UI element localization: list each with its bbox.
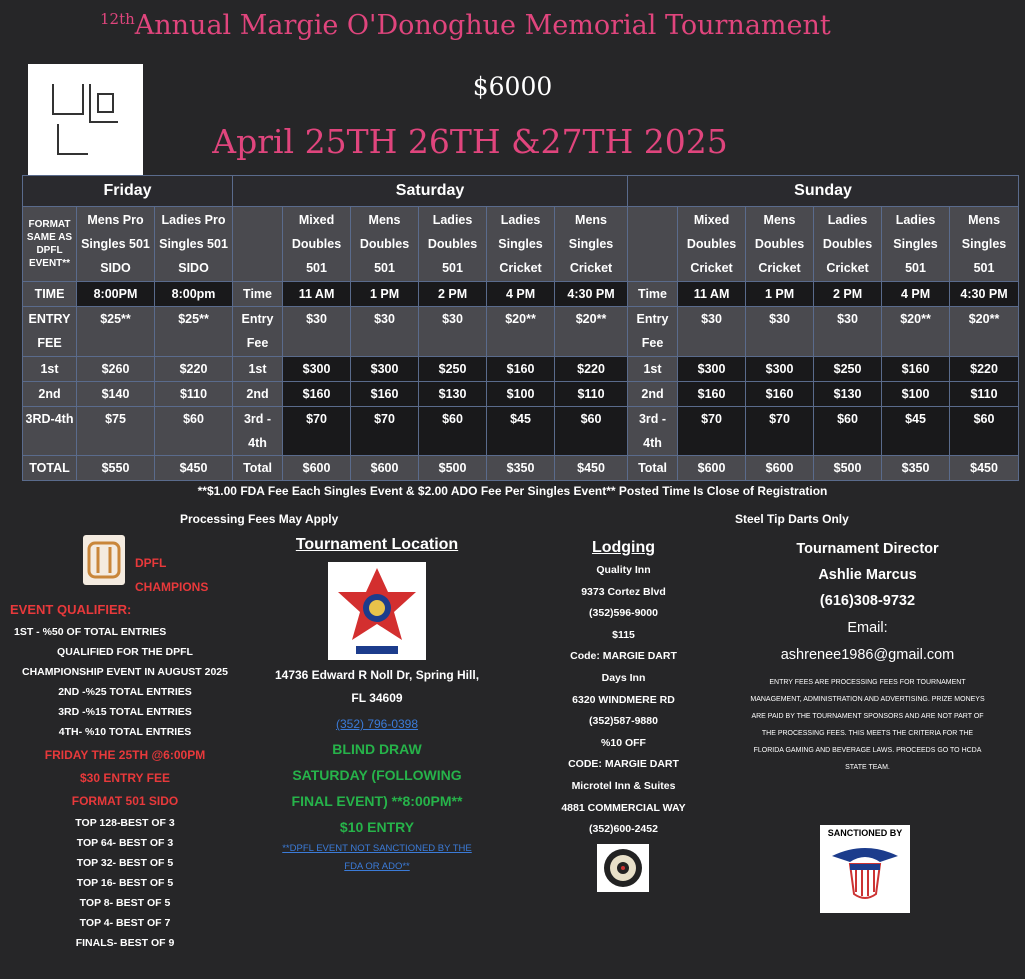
table-cell: $140 (77, 382, 155, 407)
day-friday: Friday (23, 176, 233, 207)
table-cell: 2 PM (814, 282, 882, 307)
table-cell: $30 (746, 307, 814, 357)
table-cell: $550 (77, 456, 155, 481)
table-cell: $300 (351, 357, 419, 382)
event-name: Mixed Doubles 501 (283, 207, 351, 282)
title-text: Annual Margie O'Donoghue Memorial Tournament (134, 10, 831, 41)
table-cell: $600 (746, 456, 814, 481)
steel-tip-note: Steel Tip Darts Only (735, 512, 849, 526)
table-cell: $300 (746, 357, 814, 382)
table-cell: $20** (950, 307, 1019, 357)
row-label: 1st (23, 357, 77, 382)
table-cell: $160 (283, 382, 351, 407)
list-item: TOP 64- BEST OF 3 (76, 837, 174, 849)
table-cell: $25** (77, 307, 155, 357)
list-item: CODE: MARGIE DART (568, 758, 679, 771)
row-label: 2nd (23, 382, 77, 407)
row-label: ENTRY FEE (23, 307, 77, 357)
table-cell: 4:30 PM (950, 282, 1019, 307)
champions-label: CHAMPIONS (135, 580, 209, 594)
table-row (23, 407, 1019, 456)
list-item: Quality Inn (596, 564, 651, 576)
table-cell: $30 (678, 307, 746, 357)
table-row (23, 382, 1019, 407)
row-label: Entry Fee (233, 307, 283, 357)
table-cell: $70 (283, 407, 351, 456)
table-cell: $220 (950, 357, 1019, 382)
list-item: TOP 4- BEST OF 7 (79, 917, 171, 929)
row-label: Time (233, 282, 283, 307)
table-row (23, 307, 1019, 357)
schedule-table (22, 175, 1019, 481)
event-name: Mens Singles 501 (950, 207, 1019, 282)
list-item: TOP 128-BEST OF 3 (75, 817, 175, 829)
table-cell: $60 (419, 407, 487, 456)
table-cell: $160 (487, 357, 555, 382)
table-cell: $70 (746, 407, 814, 456)
qualifier-entry-fee: $30 ENTRY FEE (79, 771, 171, 785)
row-label: 1st (233, 357, 283, 382)
table-cell: $100 (882, 382, 950, 407)
list-item: Microtel Inn & Suites (571, 779, 676, 792)
list-item: TOP 8- BEST OF 5 (79, 897, 171, 909)
table-cell: 4 PM (882, 282, 950, 307)
list-item: QUALIFIED FOR THE DPFL (57, 646, 193, 658)
table-cell: 1 PM (351, 282, 419, 307)
table-cell: $20** (487, 307, 555, 357)
table-cell: $600 (351, 456, 419, 481)
table-row (23, 456, 1019, 481)
row-label: 1st (628, 357, 678, 382)
director-email[interactable]: ashrenee1986@gmail.com (780, 647, 955, 663)
table-cell: $45 (487, 407, 555, 456)
table-cell: $260 (77, 357, 155, 382)
event-name: Ladies Singles 501 (882, 207, 950, 282)
table-cell: $450 (555, 456, 628, 481)
venue-address: 14736 Edward R Noll Dr, Spring Hill, FL 34609 (274, 668, 480, 705)
row-label: 3rd - 4th (628, 407, 678, 456)
prize-total: $6000 (472, 72, 553, 101)
table-row (23, 207, 1019, 282)
table-cell: $250 (419, 357, 487, 382)
list-item: Days Inn (601, 671, 646, 684)
page-title (100, 10, 831, 41)
table-cell: $130 (814, 382, 882, 407)
list-item: %10 OFF (601, 736, 646, 749)
table-cell: $500 (814, 456, 882, 481)
table-cell: $350 (882, 456, 950, 481)
table-cell: $160 (678, 382, 746, 407)
table-cell: $350 (487, 456, 555, 481)
table-cell: $110 (950, 382, 1019, 407)
table-cell: $60 (155, 407, 233, 456)
friday-qualifier-time: FRIDAY THE 25TH @6:00PM (44, 748, 206, 762)
table-cell: 1 PM (746, 282, 814, 307)
day-saturday: Saturday (233, 176, 628, 207)
list-item: 2ND -%25 TOTAL ENTRIES (58, 686, 192, 698)
list-item: CHAMPIONSHIP EVENT IN AUGUST 2025 (22, 666, 228, 678)
row-label: Time (628, 282, 678, 307)
table-cell: $300 (283, 357, 351, 382)
table-cell: $500 (419, 456, 487, 481)
location-details (258, 664, 496, 876)
tournament-dates: April 25TH 26TH &27TH 2025 (212, 122, 728, 161)
row-label: TOTAL (23, 456, 77, 481)
list-item: (352)587-9880 (589, 715, 658, 728)
event-name: Ladies Pro Singles 501 SIDO (155, 207, 233, 282)
table-cell: $300 (678, 357, 746, 382)
table-cell: $20** (882, 307, 950, 357)
list-item: 4TH- %10 TOTAL ENTRIES (58, 726, 192, 738)
qualifier-format: FORMAT 501 SIDO (71, 794, 179, 808)
table-cell: $160 (746, 382, 814, 407)
venue-phone-link[interactable]: (352) 796-0398 (335, 717, 419, 731)
table-cell: $600 (283, 456, 351, 481)
row-label: 3RD-4th (23, 407, 77, 456)
list-item: 9373 Cortez Blvd (581, 585, 666, 598)
table-cell: $110 (155, 382, 233, 407)
dartboard-logo-icon (597, 844, 649, 892)
table-cell: $75 (77, 407, 155, 456)
club-logo-icon (28, 64, 143, 179)
table-cell: $450 (950, 456, 1019, 481)
row-label: 2nd (233, 382, 283, 407)
sanction-note-link[interactable]: **DPFL EVENT NOT SANCTIONED BY THE FDA OR ADO** (282, 843, 472, 872)
director-name: Ashlie Marcus (818, 567, 917, 583)
table-cell: $30 (419, 307, 487, 357)
qualifier-heading: EVENT QUALIFIER: (10, 602, 132, 617)
row-label: 3rd - 4th (233, 407, 283, 456)
spacer-cell (628, 207, 678, 282)
event-name: Mens Singles Cricket (555, 207, 628, 282)
table-cell: $110 (555, 382, 628, 407)
list-item: 6320 WINDMERE RD (572, 693, 675, 706)
row-label: TIME (23, 282, 77, 307)
fee-disclaimer: ENTRY FEES ARE PROCESSING FEES FOR TOURNAMENT MANAGEMENT, ADMINISTRATION AND ADVERTISING. PRIZE MONEYS ARE PAID BY THE TOURNAMENT SPONSORS AND ARE NOT PART OF THE PROCESSING FEES. THIS MEETS THE CRITERIA FOR THE FLORIDA GAMING AND BEVERAGE LAWS. PROCEEDS GO TO HCDA STATE TEAM. (750, 679, 985, 771)
event-name: Mens Pro Singles 501 SIDO (77, 207, 155, 282)
vfw-logo-icon (328, 562, 426, 660)
processing-note: Processing Fees May Apply (180, 512, 339, 526)
list-item: (352)596-9000 (589, 607, 658, 620)
table-cell: $100 (487, 382, 555, 407)
title-prefix: 12th (100, 10, 135, 28)
row-label: 2nd (628, 382, 678, 407)
eagle-shield-icon (820, 838, 910, 908)
list-item: 1ST - %50 OF TOTAL ENTRIES (14, 626, 167, 638)
day-sunday: Sunday (628, 176, 1019, 207)
list-item: TOP 16- BEST OF 5 (76, 877, 174, 889)
table-cell: 4 PM (487, 282, 555, 307)
table-row (23, 357, 1019, 382)
table-cell: 8:00PM (77, 282, 155, 307)
location-heading: Tournament Location (295, 536, 459, 553)
lodging-heading: Lodging (591, 539, 656, 556)
blind-draw-entry: $10 ENTRY (339, 819, 415, 835)
table-cell: $220 (555, 357, 628, 382)
director-heading: Tournament Director (796, 541, 939, 557)
table-cell: $30 (283, 307, 351, 357)
table-cell: 11 AM (283, 282, 351, 307)
event-name: Mens Doubles 501 (351, 207, 419, 282)
fee-note: **$1.00 FDA Fee Each Singles Event & $2.00 ADO Fee Per Singles Event** Posted Time Is Close of Registration (197, 484, 828, 498)
table-cell: $45 (882, 407, 950, 456)
table-cell: $30 (814, 307, 882, 357)
list-item: TOP 32- BEST OF 5 (76, 857, 174, 869)
table-cell: $60 (950, 407, 1019, 456)
sanctioned-label: SANCTIONED BY (827, 828, 903, 838)
event-name: Ladies Doubles Cricket (814, 207, 882, 282)
list-item: FINALS- BEST OF 9 (75, 937, 175, 949)
table-cell: $160 (882, 357, 950, 382)
spacer-cell (233, 207, 283, 282)
director-section (745, 536, 990, 776)
blind-draw-time: SATURDAY (FOLLOWING FINAL EVENT) **8:00PM** (291, 767, 463, 809)
sanctioned-badge (820, 825, 910, 913)
table-cell: 11 AM (678, 282, 746, 307)
table-cell: $25** (155, 307, 233, 357)
dpfl-label: DPFL (135, 556, 167, 570)
location-section (258, 536, 496, 554)
dpfl-logo-icon (83, 535, 125, 585)
qualifier-list (0, 622, 250, 953)
table-cell: $130 (419, 382, 487, 407)
table-cell: 2 PM (419, 282, 487, 307)
event-name: Ladies Singles Cricket (487, 207, 555, 282)
list-item: $115 (612, 628, 635, 641)
table-cell: $250 (814, 357, 882, 382)
row-label: Entry Fee (628, 307, 678, 357)
table-cell: $70 (351, 407, 419, 456)
blind-draw-label: BLIND DRAW (332, 741, 422, 757)
row-label: Total (628, 456, 678, 481)
table-cell: $70 (678, 407, 746, 456)
event-name: Ladies Doubles 501 (419, 207, 487, 282)
event-name: Mens Doubles Cricket (746, 207, 814, 282)
format-label: FORMAT SAME AS DPFL EVENT** (23, 207, 77, 282)
email-label: Email: (847, 620, 888, 636)
table-cell: 8:00pm (155, 282, 233, 307)
list-item: 4881 COMMERCIAL WAY (561, 801, 686, 814)
event-name: Mixed Doubles Cricket (678, 207, 746, 282)
table-cell: $60 (814, 407, 882, 456)
table-cell: $220 (155, 357, 233, 382)
table-cell: $30 (351, 307, 419, 357)
table-cell: $60 (555, 407, 628, 456)
row-label: Total (233, 456, 283, 481)
table-cell: $600 (678, 456, 746, 481)
list-item: 3RD -%15 TOTAL ENTRIES (58, 706, 192, 718)
table-row (23, 282, 1019, 307)
table-cell: 4:30 PM (555, 282, 628, 307)
lodging-section (546, 536, 701, 841)
table-cell: $450 (155, 456, 233, 481)
table-cell: $160 (351, 382, 419, 407)
list-item: (352)600-2452 (589, 823, 658, 836)
list-item: Code: MARGIE DART (570, 650, 677, 663)
director-phone: (616)308-9732 (819, 593, 916, 609)
table-cell: $20** (555, 307, 628, 357)
